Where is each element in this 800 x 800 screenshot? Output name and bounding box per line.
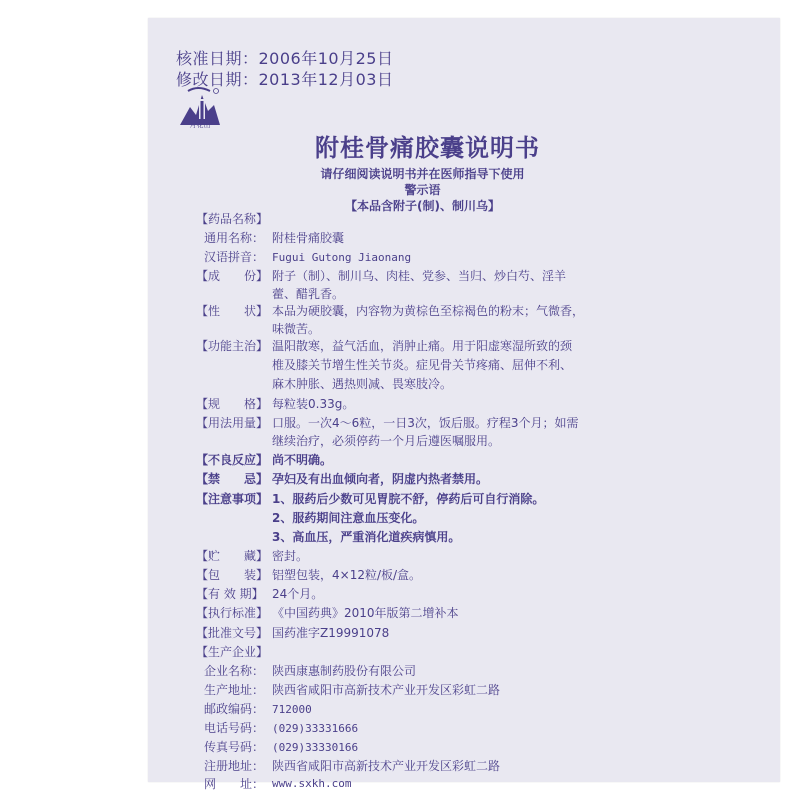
zip-row: 邮政编码： 712000 [204,702,312,716]
storage-row: 【贮 藏】 密封。 [196,549,309,563]
spec-row: 【规 格】 每粒装0.33g。 [196,397,355,411]
approval-date: 核准日期：2006年10月25日 [176,49,394,68]
approval-number-row: 【批准文号】 国药准字Z19991078 [196,626,390,640]
document-title: 附桂骨痛胶囊说明书 [315,134,540,162]
fax-row: 传真号码： (029)33330166 [204,740,359,754]
manufacturer-heading: 【生产企业】 [196,645,269,659]
pinyin-row: 汉语拼音： Fugui Gutong Jiaonang [204,250,412,264]
website-row: 网 址： www.sxkh.com [204,777,352,791]
address-row: 生产地址： 陕西省咸阳市高新技术产业开发区彩虹二路 [204,683,501,697]
warning-title: 警示语 [404,183,441,197]
drug-name-heading: 【药品名称】 [196,212,269,226]
adverse-row: 【不良反应】 尚不明确。 [196,453,333,467]
warning-text: 【本品含附子(制)、制川乌】 [345,199,500,213]
character-row: 【性 状】 本品为硬胶囊，内容物为黄棕色至棕褐色的粉末；气微香， [196,304,585,318]
registered-address-row: 注册地址： 陕西省咸阳市高新技术产业开发区彩虹二路 [204,759,501,773]
tel-row: 电话号码： (029)33331666 [204,721,359,735]
standard-row: 【执行标准】 《中国药典》2010年版第二增补本 [196,606,459,620]
company-row: 企业名称： 陕西康惠制药股份有限公司 [204,664,417,678]
caution-row: 【注意事项】 1、服药后少数可见胃脘不舒，停药后可自行消除。 [196,492,545,506]
usage-row: 【用法用量】 口服。一次4～6粒，一日3次，饭后服。疗程3个月；如需 [196,416,579,430]
revision-date: 修改日期：2013年12月03日 [176,70,394,89]
indication-row: 【功能主治】 温阳散寒，益气活血，消肿止痛。用于阳虚寒湿所致的颈 [196,339,573,353]
package-row: 【包 装】 铝塑包装，4×12粒/板/盒。 [196,568,422,582]
ingredients-row: 【成 份】 附子（制）、制川乌、肉桂、党参、当归、炒白芍、淫羊 [196,269,567,283]
logo-text: 月花山 [189,121,211,129]
validity-row: 【有 效 期】 24个月。 [196,587,324,601]
contraindication-row: 【禁 忌】 孕妇及有出血倾向者，阴虚内热者禁用。 [196,472,489,486]
generic-name-row: 通用名称： 附桂骨痛胶囊 [204,231,345,245]
subtitle: 请仔细阅读说明书并在医师指导下使用 [320,167,525,181]
